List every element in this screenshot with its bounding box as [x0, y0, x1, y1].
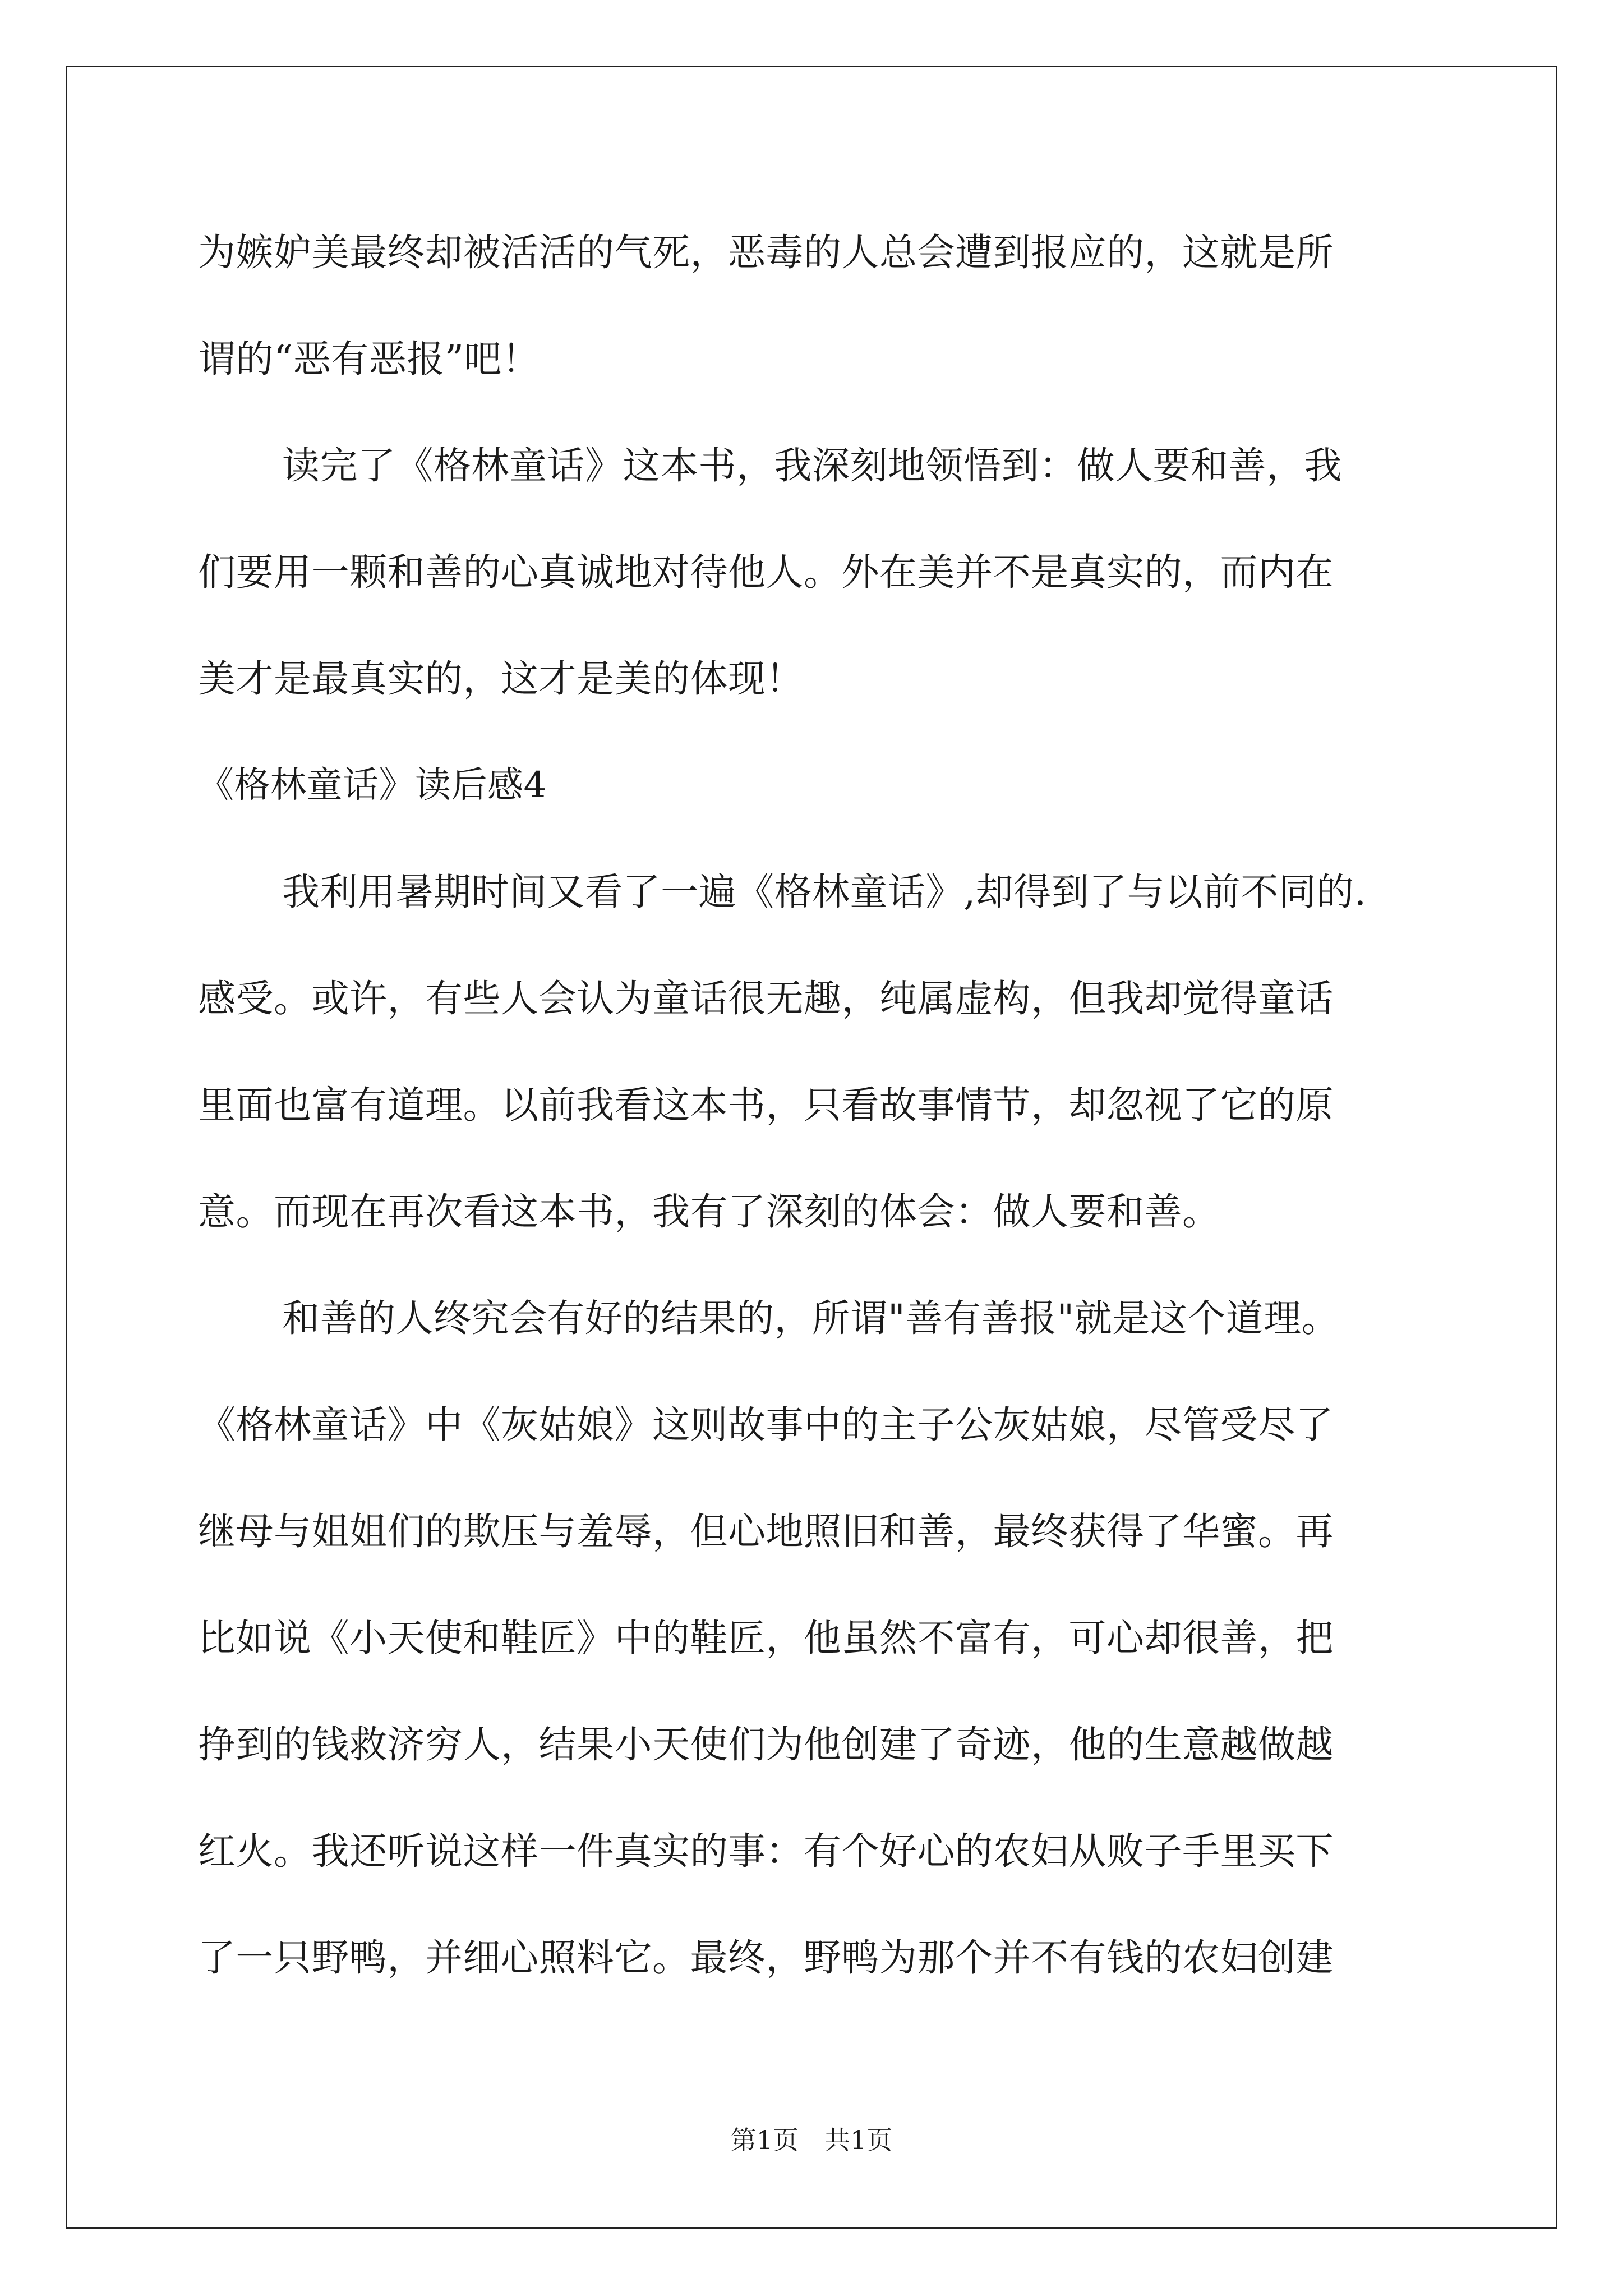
paragraph-line: 读完了《格林童话》这本书，我深刻地领悟到：做人要和善，我 [282, 444, 1342, 487]
section-heading: 《格林童话》读后感4 [198, 765, 547, 806]
document-body [198, 199, 1432, 2011]
paragraph-line: 们要用一颗和善的心真诚地对待他人。外在美并不是真实的，而内在 [198, 550, 1334, 594]
paragraph-line: 和善的人终究会有好的结果的，所谓"善有善报"就是这个道理。 [282, 1296, 1340, 1340]
paragraph-line: 谓的“恶有恶报”吧！ [198, 337, 540, 381]
paragraph-line: 继母与姐姐们的欺压与羞辱，但心地照旧和善，最终获得了华蜜。再 [198, 1510, 1334, 1553]
paragraph-line: 意。而现在再次看这本书，我有了深刻的体会：做人要和善。 [198, 1190, 1220, 1234]
paragraph-line: 比如说《小天使和鞋匠》中的鞋匠，他虽然不富有，可心却很善，把 [198, 1616, 1334, 1660]
paragraph-line: 《格林童话》中《灰姑娘》这则故事中的主子公灰姑娘，尽管受尽了 [198, 1403, 1334, 1447]
paragraph-line: 为嫉妒美最终却被活活的气死，恶毒的人总会遭到报应的，这就是所 [198, 231, 1334, 274]
paragraph-line: 了一只野鸭，并细心照料它。最终，野鸭为那个并不有钱的农妇创建 [198, 1936, 1334, 1980]
paragraph-line: 我利用暑期时间又看了一遍《格林童话》,却得到了与以前不同的. [282, 870, 1367, 914]
paragraph-line: 感受。或许，有些人会认为童话很无趣，纯属虚构，但我却觉得童话 [198, 977, 1334, 1020]
paragraph-line: 里面也富有道理。以前我看这本书，只看故事情节，却忽视了它的原 [198, 1083, 1334, 1127]
page-footer: 第1页 共1页 [730, 2125, 893, 2155]
paragraph-line: 红火。我还听说这样一件真实的事：有个好心的农妇从败子手里买下 [198, 1829, 1334, 1873]
paragraph-line: 美才是最真实的，这才是美的体现！ [198, 657, 804, 701]
paragraph-line: 挣到的钱救济穷人，结果小天使们为他创建了奇迹，他的生意越做越 [198, 1723, 1334, 1766]
